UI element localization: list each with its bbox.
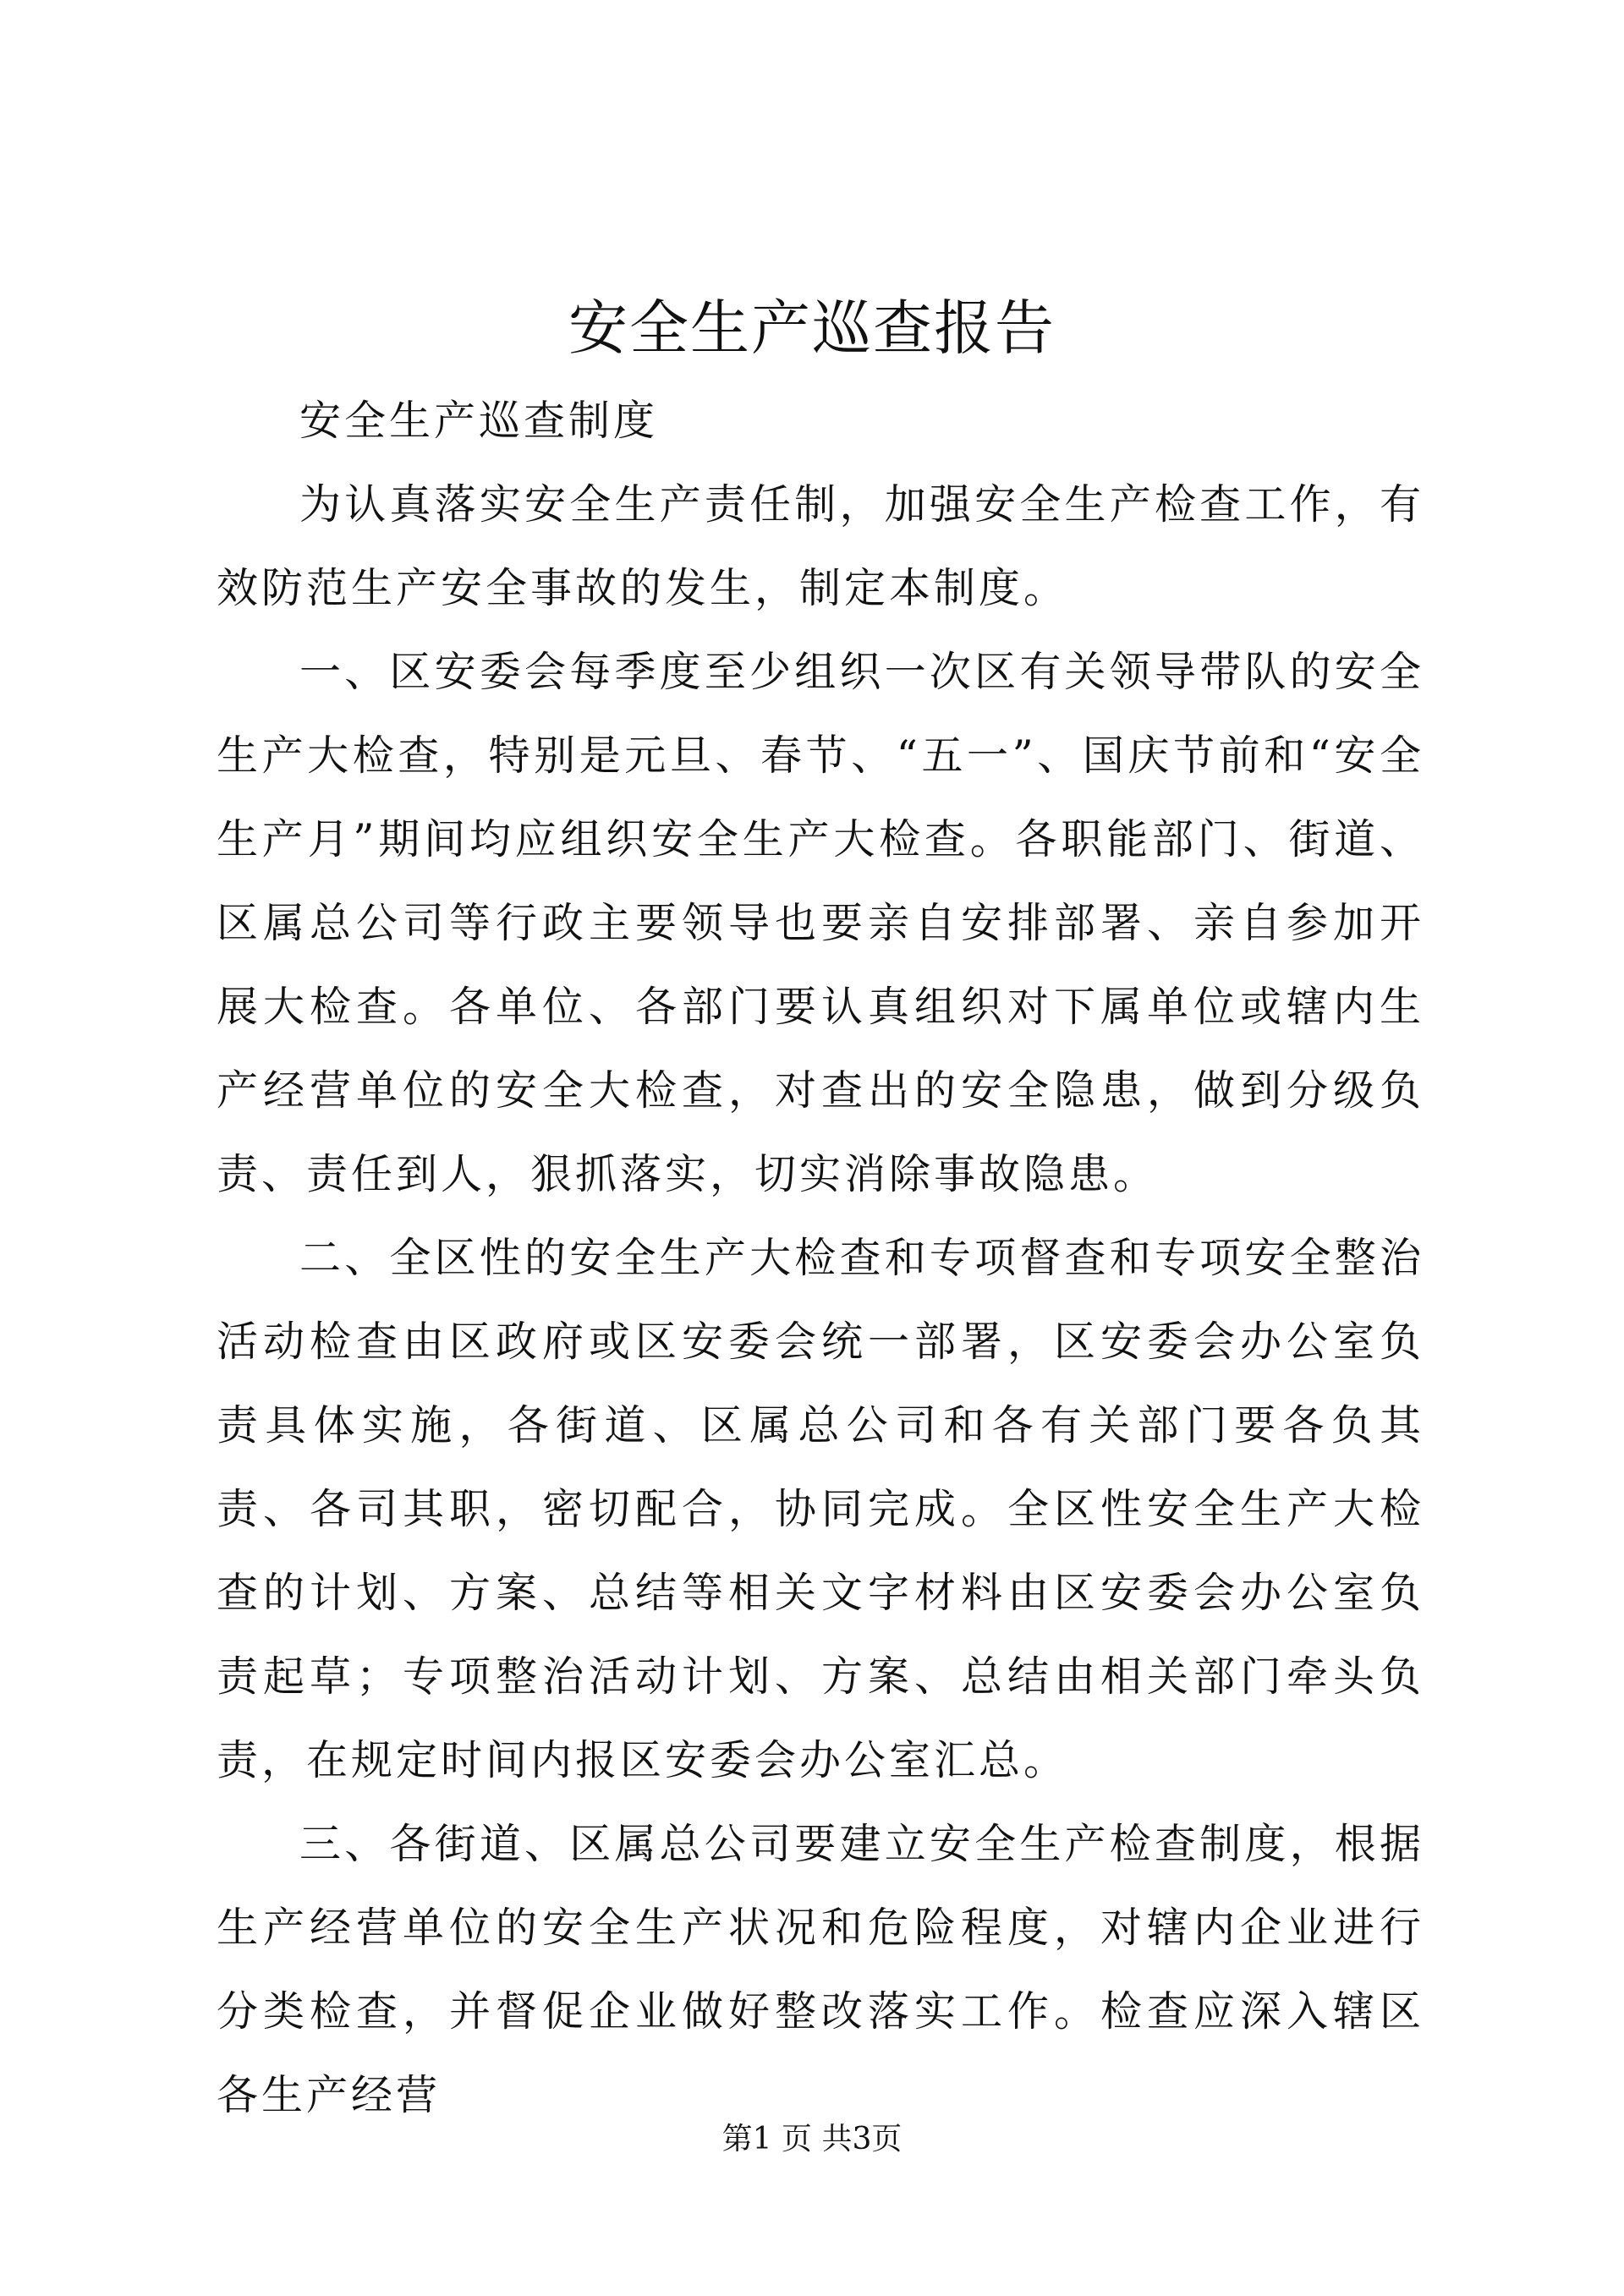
- paragraph-intro: 为认真落实安全生产责任制，加强安全生产检查工作，有效防范生产安全事故的发生，制定本制度。: [217, 480, 1424, 612]
- page-suffix: 页: [871, 2122, 903, 2156]
- paragraph-item-1: 一、区安委会每季度至少组织一次区有关领导带队的安全生产大检查，特别是元旦、春节、“五一”、国庆节前和“安全生产月”期间均应组织安全生产大检查。各职能部门、街道、区属总公司等行政主要领导也要亲自安排部署、亲自参加开展大检查。各单位、各部门要认真组织对下属单位或辖内生产经营单位的安全大检查，对查出的安全隐患，做到分级负责、责任到人，狠抓落实，切实消除事故隐患。: [217, 648, 1424, 1198]
- page-footer: [0, 2118, 1624, 2161]
- page-current-number: 1: [752, 2122, 772, 2156]
- paragraph-item-2: 二、全区性的安全生产大检查和专项督查和专项安全整治活动检查由区政府或区安委会统一部署，区安委会办公室负责具体实施，各街道、区属总公司和各有关部门要各负其责、各司其职，密切配合，协同完成。全区性安全生产大检查的计划、方案、总结等相关文字材料由区安委会办公室负责起草；专项整治活动计划、方案、总结由相关部门牵头负责，在规定时间内报区安委会办公室汇总。: [217, 1234, 1424, 1784]
- page-total-number: 3: [852, 2122, 872, 2156]
- page-middle: 页 共: [782, 2122, 853, 2156]
- page-prefix: 第: [721, 2122, 753, 2156]
- document-body: [217, 379, 1424, 2137]
- section-heading: 安全生产巡查制度: [299, 397, 659, 445]
- paragraph-item-3: 三、各街道、区属总公司要建立安全生产检查制度，根据生产经营单位的安全生产状况和危险程度，对辖内企业进行分类检查，并督促企业做好整改落实工作。检查应深入辖区各生产经营: [217, 1820, 1424, 2119]
- document-title: 安全生产巡查报告: [568, 293, 1056, 363]
